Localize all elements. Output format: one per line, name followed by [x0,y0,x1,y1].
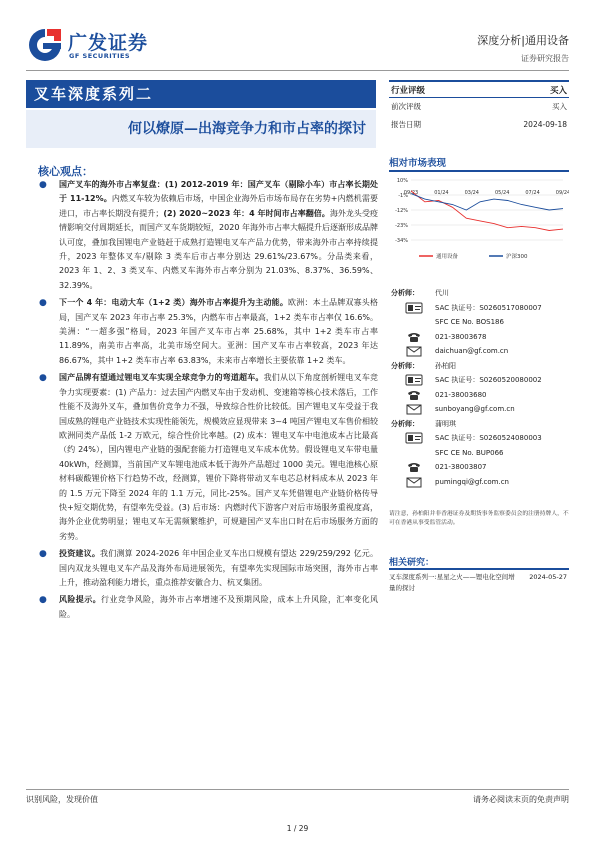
performance-chart-svg [389,174,569,266]
core-point-lead: (2) 2020~2023 年：4 年时间市占率翻倍。 [163,208,330,218]
analyst-email[interactable]: sunboyang@gf.com.cn [435,405,515,413]
legend-label: 通用设备 [436,254,459,260]
analyst-row [389,460,569,475]
id-card-icon [405,374,423,386]
core-point-lead: 国产品牌有望通过锂电叉车实现全球竞争力的弯道超车。 [59,373,264,383]
core-point-lead: 风险提示。 [59,595,102,605]
analyst-row [389,402,569,417]
y-tick-label: -34% [395,238,408,244]
analyst-info: 代川 [435,289,449,297]
rating-value: 买入 [552,102,567,111]
logo-text-en: GF SECURITIES [69,52,131,60]
core-point [35,593,378,622]
x-tick-label: 01/24 [434,190,449,196]
related-research-list [389,572,569,594]
core-point-text: 海外龙头受疫情影响交付周期延长，而国产叉车货期较短，2020 年海外市占率大幅提升后逐渐形成品牌认可度，叠加我国锂电产业链赶于成熟打造锂电叉车产品力优势，带来海外市占率持续提升，2023 年整体叉车/剔除 3 类车后市占率分别达 29.61%/23.67%。分品类来看，2023 年 1、2、3 类叉车、内燃叉车海外市占率分别为 21.03%、8.37%、36.59%、32.39%。 [59,208,378,290]
core-point-lead: 投资建议。 [59,549,101,559]
analyst-info: 孙柏阳 [435,361,456,370]
analyst-email[interactable]: daichuan@gf.com.cn [435,347,509,355]
analyst-row [389,330,569,345]
analyst-row [389,446,569,461]
related-divider [389,568,569,570]
header-divider [26,70,569,71]
analyst-row [389,359,569,374]
series-title: 叉车深度系列二 [26,80,376,108]
x-tick-label: 09/23 [403,190,419,196]
series-line [411,194,563,210]
core-point [35,371,378,544]
analyst-row [389,344,569,359]
analyst-info: 021-38003680 [435,390,487,399]
rating-table [389,80,569,134]
analyst-row [389,373,569,388]
company-logo [26,26,176,66]
title-banner [26,80,376,150]
report-title: 何以燎原—出海竞争力和市占率的探讨 [26,110,376,148]
page-number: 1 / 29 [286,824,309,833]
x-tick-label: 07/24 [525,190,540,196]
bullet-icon: ● [39,373,47,384]
rating-row [389,80,569,98]
mail-icon [405,345,423,357]
report-type: 证券研究报告 [521,54,569,63]
core-point-text: 内燃叉车较为依赖后市场，中国企业海外后市场布局存在劣势+内燃机需要进口，市占率长期没有提升； [59,194,379,218]
footer-slogan: 识别风险，发现价值 [26,795,98,804]
analyst-row [389,315,569,330]
bullet-icon: ● [39,180,47,190]
analyst-info: SFC CE No. BUP066 [435,448,504,457]
series-line [411,191,563,231]
bullet-icon: ● [39,595,47,606]
analyst-role-label: 分析师： [391,361,419,370]
phone-icon [405,331,423,343]
core-point [35,178,378,293]
rating-key: 前次评级 [391,102,421,111]
analyst-info: SAC 执证号：S0260524080003 [435,434,542,442]
analyst-info: SFC CE No. BOS186 [435,318,504,326]
related-research-heading: 相关研究： [389,558,435,568]
core-point-text: 我们从以下角度剖析锂电叉车竞争力实现要素：(1) 产品力：过去国产内燃叉车由于发动机、变速箱等核心技术落后，工作性能不及海外叉车，叠加售价竞争力不强，导致综合性价比较低。国产锂电叉车受益于我国成熟的锂电产业链技术实现性能领先，规模效应显现带来 3~4 吨国产锂电叉车售价相较欧洲同类产品低 1-2 万欧元，综合性价比率越。(2) 成本：锂电叉车中电池成本占比最高（约 24%），国内锂电产业链的强配套能力打造锂电叉车成本优势。假设锂电叉车带电量 40kWh，经测算，当前国产叉车锂电池成本低于海外产品超过 1000 美元。锂电池核心原材料碳酸锂价格下行趋势不改，经测算，锂价下降将带动叉车电芯总材料成本从 2023 年的 1.5 万元下降至 2024 年的 1.1 万元，同比-25%。国产叉车凭借锂电产业链价格传导快+短交期优势，有望率先受益。(3) 后市场：内燃时代下游客户对后市场服务重视度高，海外企业优势明显；锂电叉车无需频繁维护，可规避国产叉车出口时在后市场服务方面的劣势。 [59,373,379,541]
report-category: 深度分析|通用设备 [477,34,569,47]
x-tick-label: 09/24 [555,190,569,196]
core-point-text: 欧洲：本土品牌双寡头格局，国产叉车 2023 年市占率 25.3%，内燃车市占率最高，1+2 类车市占率仅 16.6%。美洲：“一超多强”格局，2023 年国产叉车市占率 25.68%，其中 1+2 类车市占率 11.89%，南美市占率高，北美市场空间大。亚洲：国产叉车市占率较高，2023 年达 86.67%，其中 1+2 类车市占率 63.83%，未来市占率增长主要依靠 1+2 类车。 [59,298,379,365]
analyst-info: 021-38003807 [435,463,487,471]
y-tick-label: -23% [395,223,408,229]
analyst-role-label: 分析师： [391,419,419,428]
core-point-text: 行业竞争风险，海外市占率增速不及预期风险，成本上升风险，汇率变化风险。 [59,595,379,619]
id-card-icon [405,302,423,314]
analyst-list [389,286,569,489]
footer-disclaimer-link[interactable]: 请务必阅读末页的免责声明 [473,795,569,804]
x-tick-label: 05/24 [494,190,510,196]
phone-icon [405,461,423,473]
analyst-row [389,417,569,432]
y-tick-label: -12% [395,208,408,214]
y-tick-label: 10% [396,178,408,184]
performance-divider [389,170,569,172]
analyst-info: 蒲明琪 [435,419,456,428]
analyst-info: SAC 执证号：S0260520080002 [435,376,542,384]
related-item[interactable] [389,572,569,594]
legend-label: 沪深300 [506,254,528,260]
analyst-email[interactable]: pumingqi@gf.com.cn [435,477,509,486]
analyst-row [389,286,569,301]
rating-row [389,116,569,134]
page-header [0,0,595,72]
core-point-lead: 下一个 4 年：电动大车（1+2 类）海外市占率提升为主动能。 [59,298,289,308]
rating-row [389,98,569,116]
core-point-lead: 国产叉车的海外市占率复盘：(1) 2012-2019 年：国产叉车（剔除小车）市占率长期处于 11-12%。 [59,180,378,204]
core-view-body [35,178,378,625]
x-tick-label: 03/24 [464,190,480,196]
analyst-row [389,388,569,403]
y-tick-label: -1% [398,193,408,199]
bullet-icon: ● [39,549,47,560]
rating-key: 行业评级 [391,86,426,96]
analyst-info: SAC 执证号：S0260517080007 [435,303,542,312]
core-point [35,547,378,590]
footer-divider [26,789,569,790]
id-card-icon [405,432,423,444]
mail-icon [405,476,423,488]
related-item-date: 2024-05-27 [529,573,567,581]
analyst-disclaimer: 请注意，孙柏阳并非香港证券及期货事务监察委员会的注册持牌人，不可在香港从事受监管活动。 [389,511,569,526]
core-point [35,296,378,368]
analyst-row [389,475,569,490]
rating-key: 报告日期 [391,120,421,129]
performance-heading: 相对市场表现 [389,158,447,169]
bullet-icon: ● [39,298,47,309]
phone-icon [405,389,423,401]
gf-logo-icon [26,26,64,64]
mail-icon [405,403,423,415]
analyst-info: 021-38003678 [435,332,487,341]
analyst-row [389,431,569,446]
analyst-row [389,301,569,316]
logo-text-cn: 广发证券 [68,32,149,54]
rating-value: 2024-09-18 [523,120,567,129]
core-view-heading: 核心观点： [38,165,93,178]
relative-performance-chart [389,174,569,266]
related-item-title[interactable]: 叉车深度系列一:星星之火——锂电化空间增量的探讨 [389,573,515,592]
core-point-text: 我们测算 2024-2026 年中国企业叉车出口规模有望达 229/259/292 亿元。国内双龙头锂电叉车产品及海外布局进展领先，有望率先实现国际市场突围，海外市占率上升，推动盈利能力增长，重点推荐安徽合力、杭叉集团。 [59,549,378,587]
rating-value: 买入 [549,86,567,96]
analyst-role-label: 分析师： [391,289,419,297]
